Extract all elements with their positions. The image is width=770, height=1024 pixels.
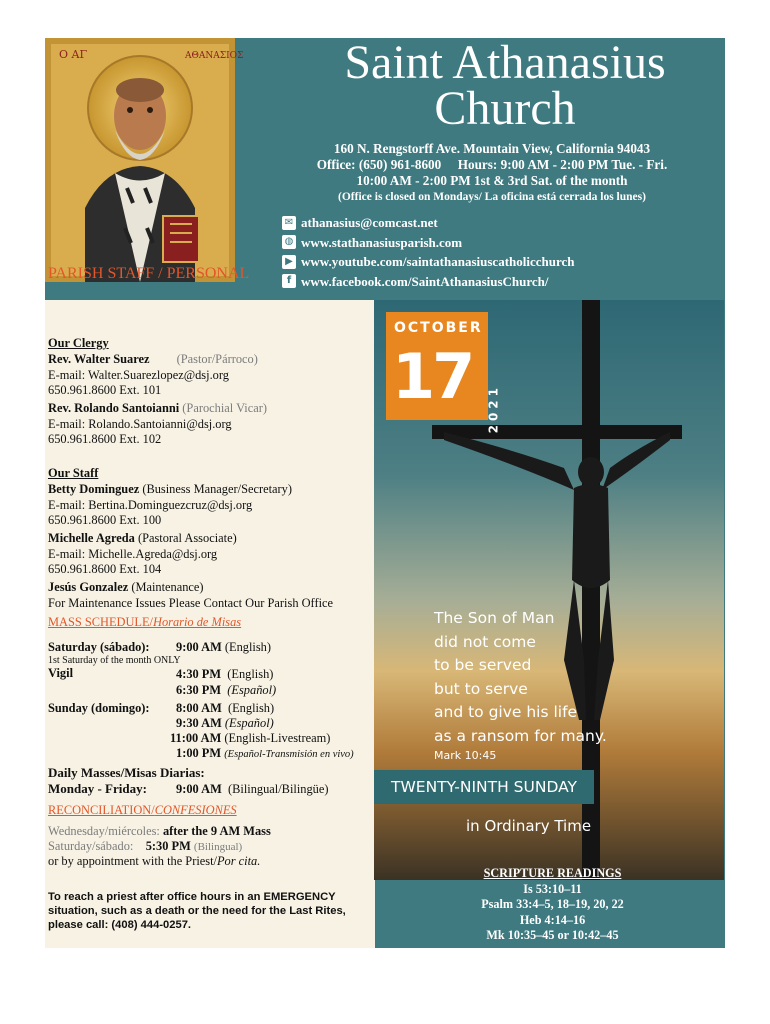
header-banner xyxy=(45,38,725,300)
office-hours: Hours: 9:00 AM - 2:00 PM Tue. - Fri. xyxy=(457,157,668,172)
poster-day: 17 xyxy=(392,340,473,413)
vigil-label: Vigil xyxy=(48,666,74,680)
staff-subheading: Our Staff xyxy=(48,466,99,480)
sunday-3 xyxy=(170,730,330,746)
email-row[interactable] xyxy=(282,213,575,233)
readings-heading: SCRIPTURE READINGS xyxy=(483,866,622,880)
reading-3: Heb 4:14–16 xyxy=(519,912,586,927)
contact-links xyxy=(282,213,575,291)
youtube-icon: ▶ xyxy=(282,255,296,269)
staff-1-email[interactable]: E-mail: Bertina.Dominguezcruz@dsj.org xyxy=(48,498,253,512)
clergy-2-email[interactable]: E-mail: Rolando.Santoianni@dsj.org xyxy=(48,417,232,431)
sunday-3-time: 11:00 AM xyxy=(170,731,222,745)
vigil-2-lang: (Español) xyxy=(227,683,277,697)
clergy-1-phone: 650.961.8600 Ext. 101 xyxy=(48,383,162,397)
weekday-mass xyxy=(176,781,328,797)
maintenance-note: For Maintenance Issues Please Contact Our Parish Office xyxy=(48,596,334,610)
icon-inscription-left: Ο ΑΓ xyxy=(59,48,88,61)
saint-icon-image xyxy=(45,38,244,282)
quote-line-5: and to give his life xyxy=(434,703,578,721)
ordinary-time-label: in Ordinary Time xyxy=(466,817,592,835)
staff-3-role: (Maintenance) xyxy=(131,580,204,594)
sat-mass xyxy=(176,639,271,655)
staff-3-name: Jesús Gonzalez xyxy=(48,580,129,594)
website-row[interactable] xyxy=(282,233,575,253)
sunday-4-time: 1:00 PM xyxy=(176,746,222,760)
quote-reference: Mark 10:45 xyxy=(434,749,497,762)
sat-conf-time: 5:30 PM xyxy=(145,839,191,853)
office-hours-line xyxy=(257,157,727,173)
vigil-1-lang: (English) xyxy=(227,667,274,681)
reading-2: Psalm 33:4–5, 18–19, 20, 22 xyxy=(481,897,624,911)
sunday-1-time: 8:00 AM xyxy=(176,701,222,715)
clergy-1-email[interactable]: E-mail: Walter.Suarezlopez@dsj.org xyxy=(48,368,229,382)
vigil-2 xyxy=(176,682,276,698)
confession-wednesday xyxy=(48,823,271,839)
reconciliation-heading-es: CONFESIONES xyxy=(154,803,237,817)
title-line-1: Saint Athanasius xyxy=(344,36,666,89)
staff-1-phone: 650.961.8600 Ext. 100 xyxy=(48,513,162,527)
sat-conf-label: Saturday/sábado: xyxy=(48,839,134,853)
sunday-4 xyxy=(176,745,354,763)
sunday-3-lang: (English-Livestream) xyxy=(224,731,331,745)
facebook-row[interactable] xyxy=(282,272,575,292)
sunday-title-box: TWENTY-NINTH SUNDAY xyxy=(374,770,594,804)
facebook-icon: f xyxy=(282,274,296,288)
email-link[interactable]: athanasius@comcast.net xyxy=(301,215,438,230)
wed-time: after the 9 AM Mass xyxy=(162,824,271,838)
appt-en: or by appointment with the Priest/ xyxy=(48,854,217,868)
reconciliation-heading-en: RECONCILIATION/ xyxy=(48,803,155,817)
date-calendar-box xyxy=(386,312,500,434)
church-title xyxy=(285,36,725,135)
reconciliation-heading xyxy=(48,802,237,818)
clergy-1 xyxy=(48,351,258,367)
globe-icon: ◍ xyxy=(282,235,296,249)
office-closed-note: (Office is closed on Mondays/ La oficina está cerrada los lunes) xyxy=(338,191,646,203)
sunday-2-time: 9:30 AM xyxy=(176,716,222,730)
mass-schedule-heading xyxy=(48,614,241,630)
church-address-block xyxy=(257,141,727,205)
reading-4: Mk 10:35–45 or 10:42–45 xyxy=(486,928,619,942)
address: 160 N. Rengstorff Ave. Mountain View, California 94043 xyxy=(333,141,651,156)
sunday-4-lang: (Español-Transmisión en vivo) xyxy=(224,749,354,760)
mass-heading-es: Horario de Misas xyxy=(153,615,242,629)
sat-lang: (English) xyxy=(224,640,272,654)
vigil-2-time: 6:30 PM xyxy=(176,683,222,697)
clergy-1-role: (Pastor/Párroco) xyxy=(176,352,258,366)
clergy-1-name: Rev. Walter Suarez xyxy=(48,352,150,366)
staff-2-name: Michelle Agreda xyxy=(48,531,135,545)
email-icon: ✉ xyxy=(282,216,296,230)
staff-2-email[interactable]: E-mail: Michelle.Agreda@dsj.org xyxy=(48,547,218,561)
staff-3 xyxy=(48,579,204,595)
poster-quote xyxy=(434,607,607,764)
staff-2 xyxy=(48,530,237,546)
appt-es: Por cita. xyxy=(216,854,261,868)
staff-2-role: (Pastoral Associate) xyxy=(137,531,237,545)
sat-time: 9:00 AM xyxy=(176,640,222,654)
mass-heading-en: MASS SCHEDULE/ xyxy=(48,615,153,629)
youtube-link[interactable]: www.youtube.com/saintathanasiuscatholicchurch xyxy=(301,254,575,269)
facebook-link[interactable]: www.facebook.com/SaintAthanasiusChurch/ xyxy=(301,273,549,289)
confession-appointment xyxy=(48,853,260,869)
sunday-1 xyxy=(176,700,274,716)
reading-1: Is 53:10–11 xyxy=(523,881,582,896)
icon-inscription-right: ΑΘΑΝΑΣΙΟΣ xyxy=(185,51,244,61)
weekday-time: 9:00 AM xyxy=(176,782,222,796)
sat-conf-note: (Bilingual) xyxy=(193,841,243,853)
office-hours-saturday: 10:00 AM - 2:00 PM 1st & 3rd Sat. of the month xyxy=(356,173,628,188)
clergy-2-phone: 650.961.8600 Ext. 102 xyxy=(48,432,162,446)
vigil-1 xyxy=(176,666,273,682)
clergy-2-name: Rev. Rolando Santoianni xyxy=(48,401,180,415)
staff-1-role: (Business Manager/Secretary) xyxy=(142,482,292,496)
quote-line-6: as a ransom for many. xyxy=(434,726,607,745)
quote-line-2: did not come xyxy=(434,632,536,651)
clergy-2-role: (Parochial Vicar) xyxy=(182,401,267,415)
website-link[interactable]: www.stathanasiusparish.com xyxy=(301,234,463,250)
sunday-2 xyxy=(176,715,274,731)
quote-line-3: to be served xyxy=(434,656,532,674)
sat-label: Saturday (sábado): xyxy=(48,640,150,654)
weekday-label: Monday - Friday: xyxy=(48,781,147,796)
vigil-1-time: 4:30 PM xyxy=(176,667,222,681)
emergency-note: To reach a priest after office hours in an EMERGENCY situation, such as a death or the need for the Last Rites, please call: (408) 444-0257. xyxy=(48,891,346,931)
youtube-row[interactable] xyxy=(282,252,575,272)
staff-2-phone: 650.961.8600 Ext. 104 xyxy=(48,562,162,576)
sunday-1-lang: (English) xyxy=(227,701,275,715)
weekday-lang: (Bilingual/Bilingüe) xyxy=(227,782,329,796)
quote-line-1: The Son of Man xyxy=(434,609,555,627)
scripture-readings xyxy=(470,866,635,944)
sunday-2-lang: (Español) xyxy=(224,716,274,730)
staff-1-name: Betty Dominguez xyxy=(48,482,140,496)
sunday-label: Sunday (domingo): xyxy=(48,701,150,715)
staff-1 xyxy=(48,481,292,497)
office-phone: Office: (650) 961-8600 xyxy=(316,157,442,172)
daily-masses-label: Daily Masses/Misas Diarias: xyxy=(48,765,205,780)
poster-month: OCTOBER xyxy=(394,320,483,336)
title-line-2: Church xyxy=(434,82,576,135)
clergy-2 xyxy=(48,400,267,416)
wed-label: Wednesday/miércoles: xyxy=(48,824,160,838)
poster-year: 2021 xyxy=(486,384,500,434)
staff-heading: PARISH STAFF / PERSONAL xyxy=(48,265,250,282)
quote-line-4: but to serve xyxy=(434,679,528,698)
first-saturday-note: 1st Saturday of the month ONLY xyxy=(48,655,181,666)
clergy-heading: Our Clergy xyxy=(48,336,109,350)
